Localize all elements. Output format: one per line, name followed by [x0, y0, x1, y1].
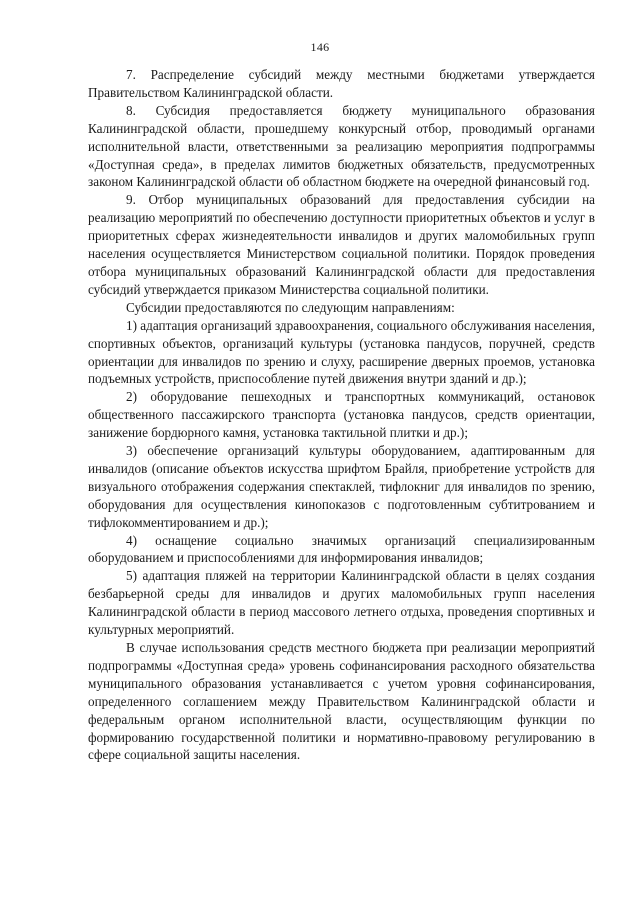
- page-number: 146: [310, 40, 330, 54]
- list-item-direction-1: 1) адаптация организаций здравоохранения, социального обслуживания населения, спортивных объектов, организаций культуры (установка пандусов, поручней, средств ориентации для инвалидов по зрению и слуху, расширение дверных проемов, установка подъемных устройств, приспособление путей движения внутри зданий и др.);: [88, 317, 595, 387]
- list-item-direction-2: 2) оборудование пешеходных и транспортных коммуникаций, остановок общественного пассажирского транспорта (установка пандусов, средств ориентации, занижение бордюрного камня, установка тактильной плитки и др.);: [88, 389, 595, 441]
- list-item-direction-5: 5) адаптация пляжей на территории Калининградской области в целях создания безбарьерной среды для инвалидов и других маломобильных групп населения Калининградской области в период массового летнего отдыха, проведения спортивных и культурных мероприятий.: [88, 568, 595, 638]
- paragraph-item-8: 8. Субсидия предоставляется бюджету муниципального образования Калининградской области, прошедшему конкурсный отбор, проводимый органами исполнительной власти, ответственными за реализацию мероприятия подпрограммы «Доступная среда», в пределах лимитов бюджетных обязательств, предусмотренных законом Калининградской области об областном бюджете на очередной финансовый год.: [88, 102, 595, 190]
- paragraph-item-7: 7. Распределение субсидий между местными бюджетами утверждается Правительством Калининградской области.: [88, 67, 595, 100]
- paragraph-directions-intro: Субсидии предоставляются по следующим направлениям:: [126, 299, 455, 315]
- paragraph-item-9: 9. Отбор муниципальных образований для предоставления субсидии на реализацию мероприятий по обеспечению доступности приоритетных объектов и услуг в приоритетных сферах жизнедеятельности инвалидов и других маломобильных групп населения осуществляется Министерством социальной политики. Порядок проведения отбора муниципальных образований Калининградской области для предоставления субсидий утверждается приказом Министерства социальной политики.: [88, 192, 595, 297]
- paragraph-cofinancing: В случае использования средств местного бюджета при реализации мероприятий подпрограммы «Доступная среда» уровень софинансирования расходного обязательства муниципального образования устанавливается с учетом уровня софинансирования, определенного соглашением между Правительством Калининградской области и федеральным органом исполнительной власти, осуществляющим функции по формированию государственной политики и нормативно-правовому регулированию в сфере социальной защиты населения.: [88, 640, 595, 763]
- list-item-direction-3: 3) обеспечение организаций культуры оборудованием, адаптированным для инвалидов (описание объектов искусства шрифтом Брайля, приобретение устройств для визуального отображения содержания спектаклей, тифлокниг для инвалидов по зрению, оборудования для осуществления кинопоказов с подготовленным субтитрованием и тифлокомментированием и др.);: [88, 443, 595, 530]
- document-body: [88, 66, 595, 764]
- list-item-direction-4: 4) оснащение социально значимых организаций специализированным оборудованием и приспособлениями для информирования инвалидов;: [88, 532, 595, 566]
